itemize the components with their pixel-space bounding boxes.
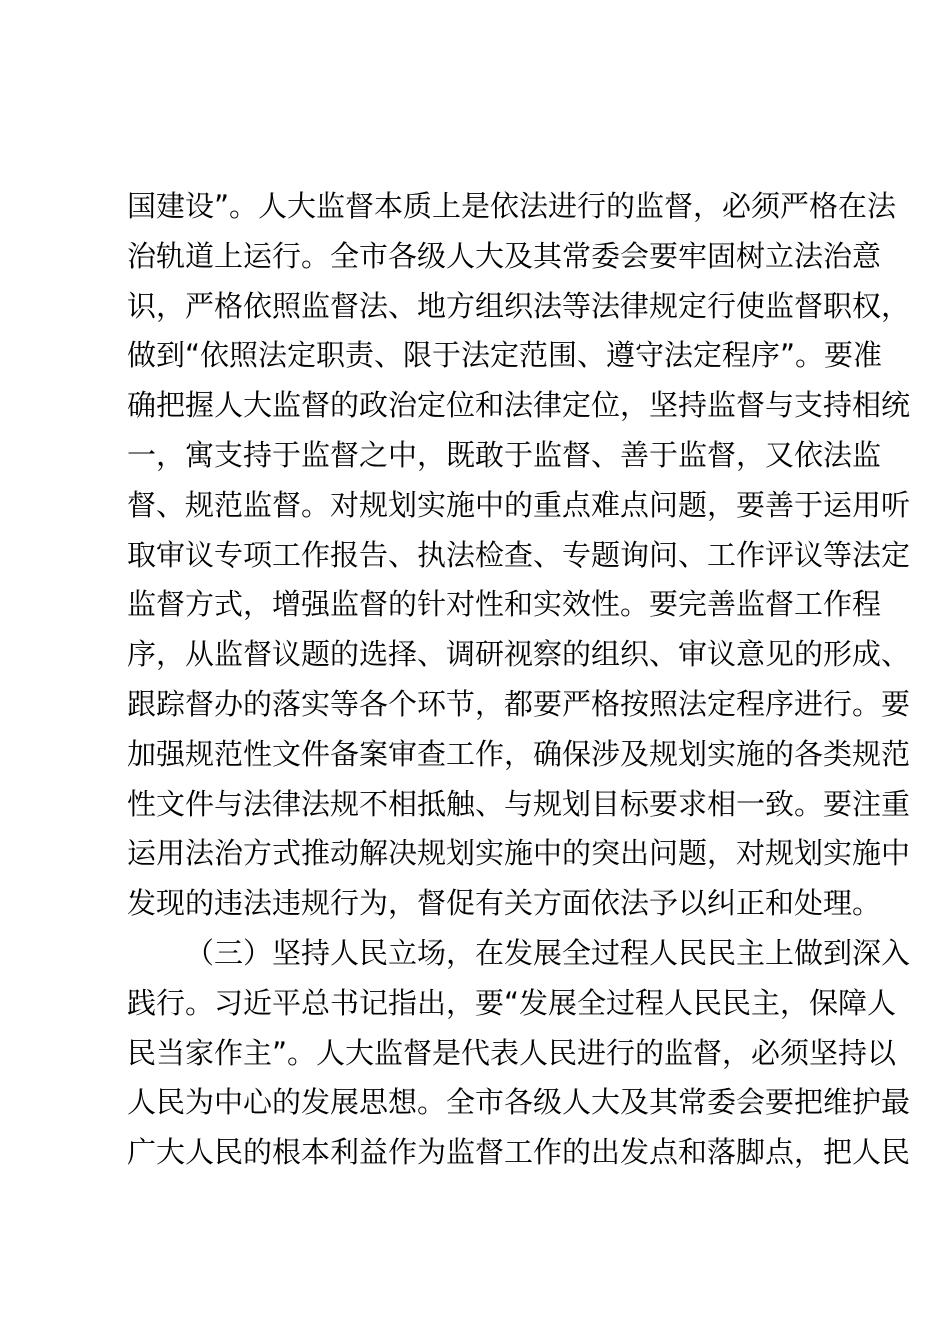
text-line: 序，从监督议题的选择、调研视察的组织、审议意见的形成、: [127, 637, 911, 672]
text-line: 加强规范性文件备案审查工作，确保涉及规划实施的各类规范: [127, 736, 911, 771]
text-line: 国建设”。人大监督本质上是依法进行的监督，必须严格在法: [127, 189, 897, 223]
text-line: （三）坚持人民立场，在发展全过程人民民主上做到深入: [185, 935, 911, 970]
text-line: 一，寓支持于监督之中，既敢于监督、善于监督，又依法监: [127, 437, 882, 472]
text-line: 监督方式，增强监督的针对性和实效性。要完善监督工作程: [127, 587, 882, 622]
text-line: 民当家作主”。人大监督是代表人民进行的监督，必须坚持以: [127, 1035, 897, 1070]
text-line: 治轨道上运行。全市各级人大及其常委会要牢固树立法治意: [127, 238, 882, 273]
paragraph-2: [127, 929, 911, 1178]
text-line: 发现的违法违规行为，督促有关方面依法予以纠正和处理。: [127, 886, 882, 921]
text-line: 人民为中心的发展思想。全市各级人大及其常委会要把维护最: [127, 1085, 911, 1120]
text-line: 跟踪督办的落实等各个环节，都要严格按照法定程序进行。要: [127, 686, 911, 721]
text-line: 运用法治方式推动解决规划实施中的突出问题，对规划实施中: [127, 836, 911, 871]
document-body: [127, 182, 911, 1178]
text-line: 取审议专项工作报告、执法检查、专题询问、工作评议等法定: [127, 537, 911, 572]
text-line: 识，严格依照监督法、地方组织法等法律规定行使监督职权，: [127, 288, 911, 323]
text-line: 性文件与法律法规不相抵触、与规划目标要求相一致。要注重: [127, 786, 911, 821]
text-line: 广大人民的根本利益作为监督工作的出发点和落脚点，把人民: [127, 1135, 911, 1170]
text-line: 确把握人大监督的政治定位和法律定位，坚持监督与支持相统: [127, 388, 911, 423]
text-line: 督、规范监督。对规划实施中的重点难点问题，要善于运用听: [127, 487, 911, 522]
paragraph-1: [127, 182, 911, 929]
text-line: 践行。习近平总书记指出，要“发展全过程人民民主，保障人: [127, 985, 897, 1020]
text-line: 做到“依照法定职责、限于法定范围、遵守法定程序”。要准: [127, 338, 883, 373]
